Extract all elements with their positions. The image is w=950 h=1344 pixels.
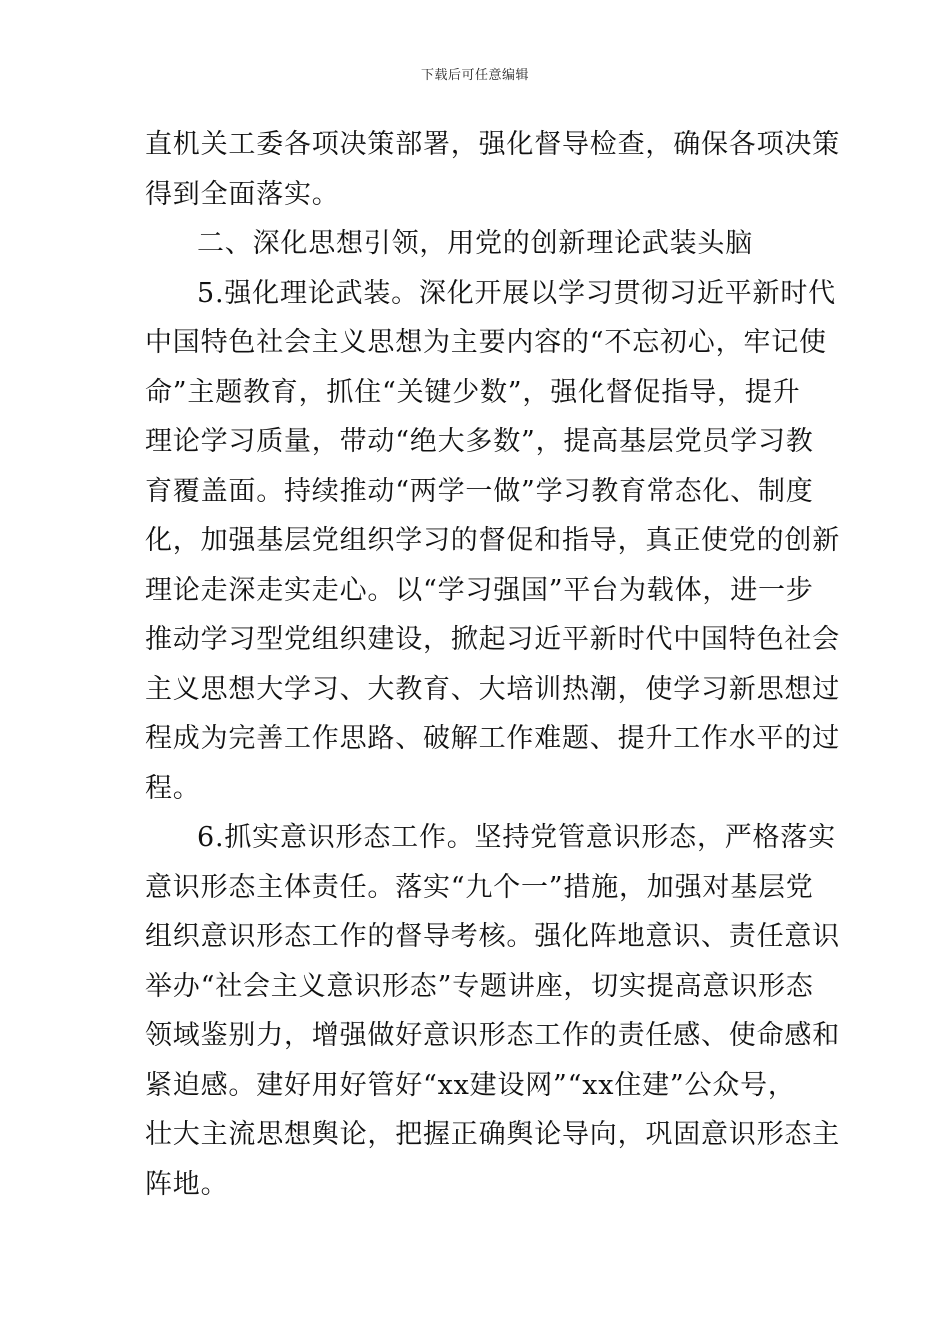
section-heading: 二、深化思想引领，用党的创新理论武装头脑 bbox=[197, 228, 753, 259]
paragraph-line: 主义思想大学习、大教育、大培训热潮，使学习新思想过 bbox=[145, 673, 840, 705]
paragraph-line: 命”主题教育，抓住“关键少数”，强化督促指导，提升 bbox=[145, 376, 801, 408]
paragraph-line: 直机关工委各项决策部署，强化督导检查，确保各项决策 bbox=[145, 129, 840, 160]
paragraph-line: 领域鉴别力，增强做好意识形态工作的责任感、使命感和 bbox=[145, 1020, 840, 1051]
paragraph-line: 紧迫感。建好用好管好“xx建设网”“xx住建”公众号， bbox=[145, 1069, 796, 1101]
paragraph-line: 推动学习型党组织建设，掀起习近平新时代中国特色社会 bbox=[145, 624, 840, 655]
paragraph-line: 壮大主流思想舆论，把握正确舆论导向，巩固意识形态主 bbox=[145, 1119, 840, 1150]
document-body bbox=[145, 120, 840, 1209]
paragraph-line: 组织意识形态工作的督导考核。强化阵地意识、责任意识 bbox=[145, 921, 840, 952]
paragraph-line: 化，加强基层党组织学习的督促和指导，真正使党的创新 bbox=[145, 525, 840, 556]
paragraph-line: 阵地。 bbox=[145, 1168, 229, 1200]
paragraph-line: 中国特色社会主义思想为主要内容的“不忘初心，牢记使 bbox=[145, 327, 827, 358]
paragraph-line: 意识形态主体责任。落实“九个一”措施，加强对基层党 bbox=[145, 871, 814, 903]
page-header: 下载后可任意编辑 bbox=[420, 68, 529, 83]
paragraph-line: 6.抓实意识形态工作。坚持党管意识形态，严格落实 bbox=[197, 822, 836, 853]
paragraph-line: 理论走深走实走心。以“学习强国”平台为载体，进一步 bbox=[145, 574, 814, 606]
paragraph-line: 程。 bbox=[145, 772, 201, 804]
paragraph-line: 5.强化理论武装。深化开展以学习贯彻习近平新时代 bbox=[197, 277, 836, 309]
paragraph-line: 举办“社会主义意识形态”专题讲座，切实提高意识形态 bbox=[145, 970, 814, 1002]
paragraph-line: 得到全面落实。 bbox=[145, 178, 340, 210]
paragraph-line: 程成为完善工作思路、破解工作难题、提升工作水平的过 bbox=[145, 723, 840, 754]
paragraph-line: 理论学习质量，带动“绝大多数”，提高基层党员学习教 bbox=[145, 426, 814, 457]
paragraph-line: 育覆盖面。持续推动“两学一做”学习教育常态化、制度 bbox=[145, 475, 814, 507]
